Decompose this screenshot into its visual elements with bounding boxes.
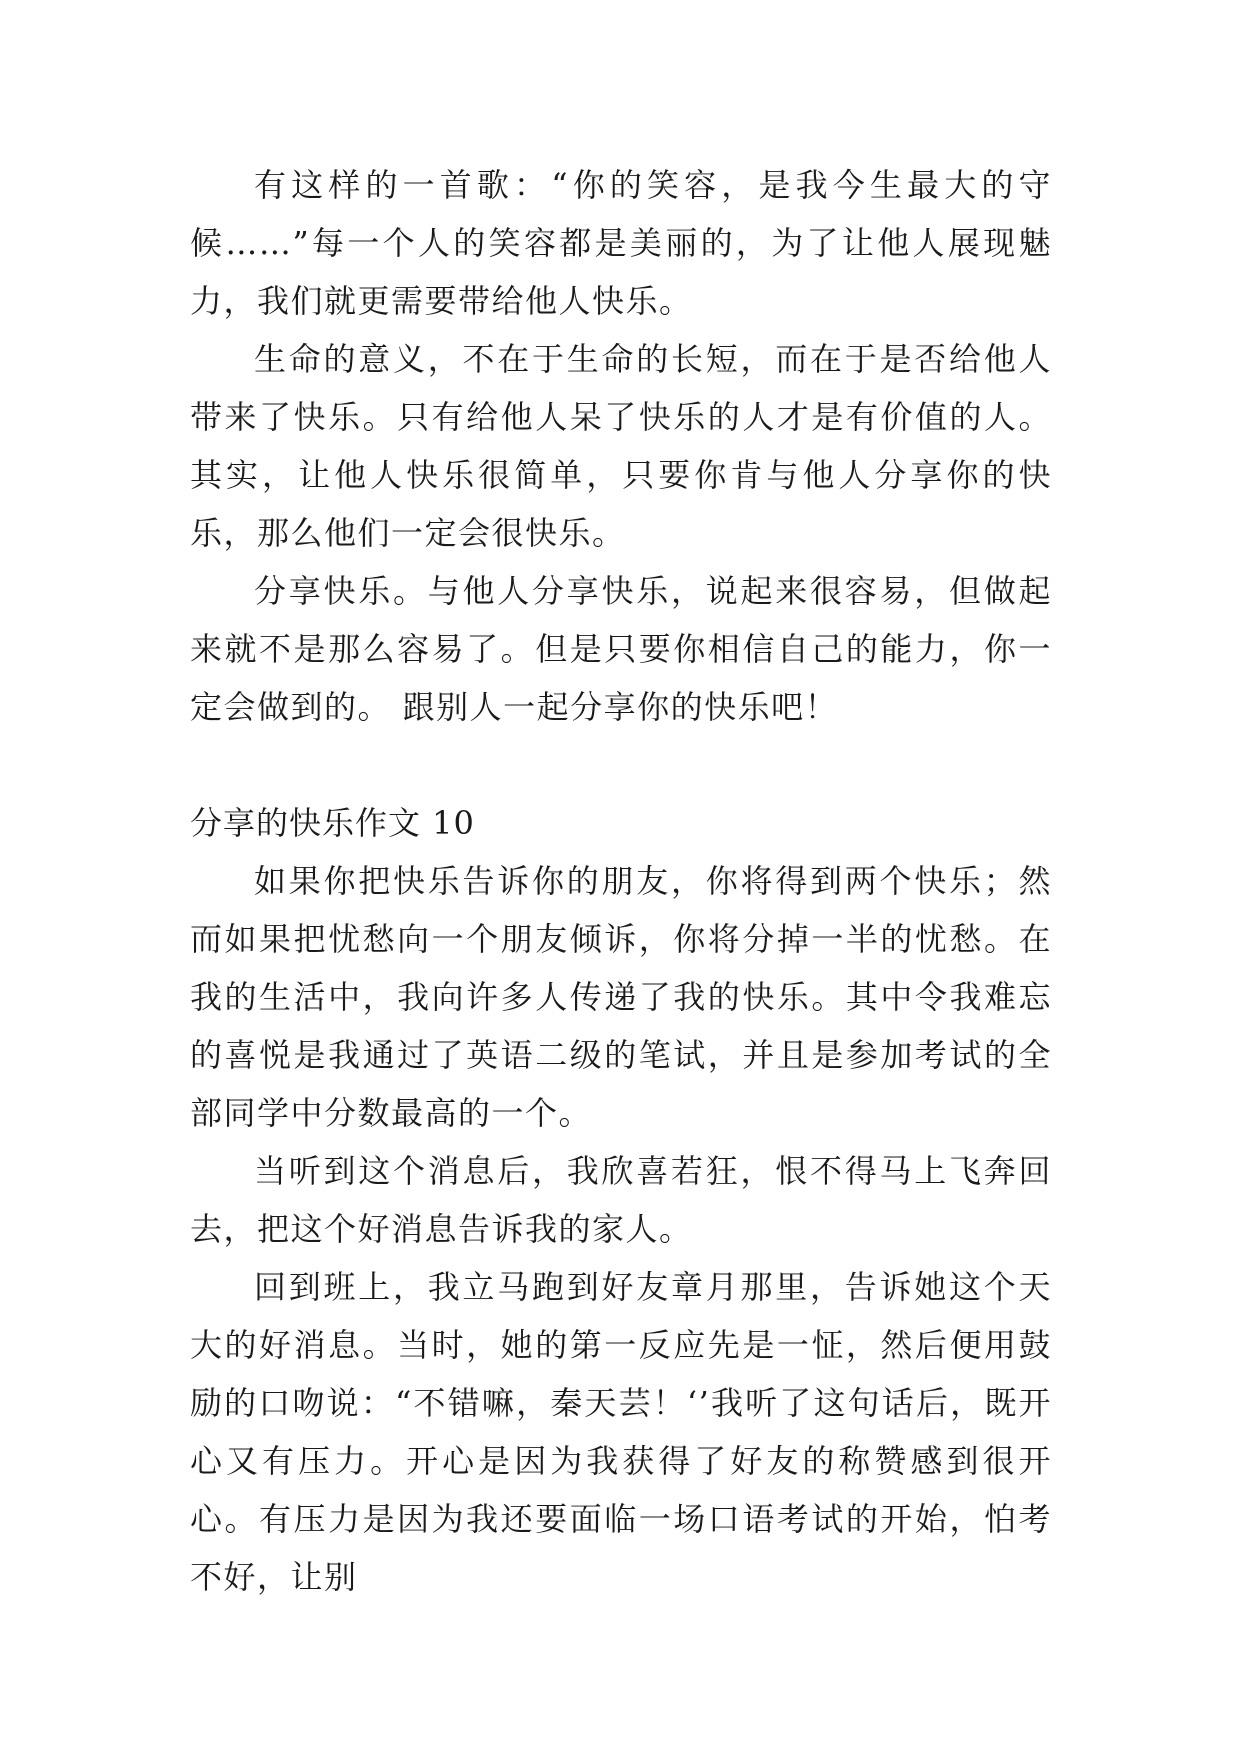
document-page xyxy=(190,156,1052,1606)
paragraph: 分享快乐。与他人分享快乐，说起来很容易，但做起来就不是那么容易了。但是只要你相信自己的能力，你一定会做到的。 跟别人一起分享你的快乐吧！ xyxy=(190,572,1052,726)
paragraph: 如果你把快乐告诉你的朋友，你将得到两个快乐；然而如果把忧愁向一个朋友倾诉，你将分掉一半的忧愁。在我的生活中，我向许多人传递了我的快乐。其中令我难忘的喜悦是我通过了英语二级的笔试，并且是参加考试的全部同学中分数最高的一个。 xyxy=(190,862,1052,1132)
section-spacer xyxy=(190,736,1052,794)
paragraph: 当听到这个消息后，我欣喜若狂，恨不得马上飞奔回去，把这个好消息告诉我的家人。 xyxy=(190,1152,1052,1248)
paragraph: 回到班上，我立马跑到好友章月那里，告诉她这个天大的好消息。当时，她的第一反应先是一怔，然后便用鼓励的口吻说：“不错嘛，秦天芸！‘’我听了这句话后，既开心又有压力。开心是因为我获得了好友的称赞感到很开心。有压力是因为我还要面临一场口语考试的开始，怕考不好，让别 xyxy=(190,1268,1052,1596)
paragraph: 有这样的一首歌：“你的笑容，是我今生最大的守候……”每一个人的笑容都是美丽的，为了让他人展现魅力，我们就更需要带给他人快乐。 xyxy=(190,166,1052,320)
section-heading: 分享的快乐作文 10 xyxy=(190,804,475,842)
paragraph: 生命的意义，不在于生命的长短，而在于是否给他人带来了快乐。只有给他人呆了快乐的人才是有价值的人。其实，让他人快乐很简单，只要你肯与他人分享你的快乐，那么他们一定会很快乐。 xyxy=(190,340,1052,552)
